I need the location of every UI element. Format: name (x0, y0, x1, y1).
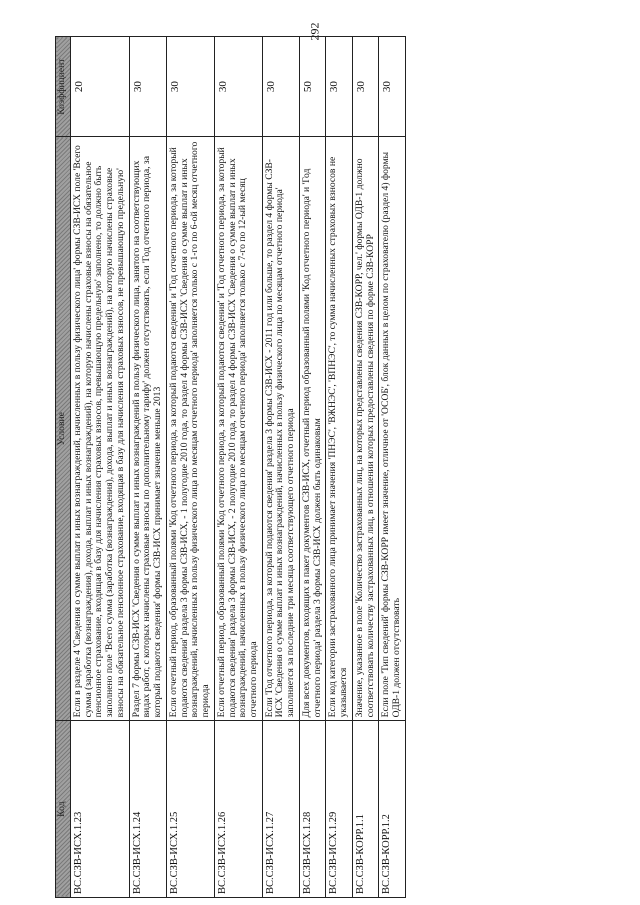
row-coefficient: 30 (326, 37, 352, 137)
row-code: ВС.СЗВ-ИСХ.1.27 (262, 721, 299, 898)
row-code: ВС.СЗВ-ИСХ.1.24 (129, 721, 166, 898)
row-condition: Раздел 7 формы СЗВ-ИСХ 'Сведения о сумме выплат и иных вознаграждений в пользу физического лица, занятого на соответствующих видах работ, с которых начислены страховые взносы по дополнительному тарифу' должен отсутствовать, если 'Год отчетного периода, за который подаются сведения' формы СЗВ-ИСХ принимает значение меньше 2013 (129, 137, 166, 721)
table-row (326, 37, 352, 898)
row-code: ВС.СЗВ-КОРР.1.2 (379, 721, 405, 898)
table-row (129, 37, 166, 898)
row-coefficient: 30 (262, 37, 299, 137)
row-condition: Если 'Год отчетного периода, за который подаются сведения' раздела 3 формы СЗВ-ИСХ - 2011 год или больше, то раздел 4 формы СЗВ-ИСХ 'Сведения о сумме выплат и иных вознаграждений, начисленных в пользу физического лица по месяцам отчетного периода' заполняется за последние три месяца соответствующего отчетного периода (262, 137, 299, 721)
row-condition: Если поле 'Тип сведений' формы СЗВ-КОРР имеет значение, отличное от 'ОСОБ', блок данных в целом по страхователю (раздел 4) формы ОДВ-1 должен отсутствовать (379, 137, 405, 721)
table-row (379, 37, 405, 898)
row-code: ВС.СЗВ-ИСХ.1.23 (71, 721, 130, 898)
table-row (166, 37, 214, 898)
row-condition: Если в разделе 4 'Сведения о сумме выплат и иных вознаграждений, начисленных в пользу физического лица' формы СЗВ-ИСХ поле 'Всего сумма (заработка (вознаграждения), дохода, выплат и иных вознаграждений), на которую начислены страховые взносы на обязательное пенсионное страхование, входящая в базу для начисления страховых взносов, превышающую предельную' заполнено, то должно быть заполнено поле 'Всего сумма (заработка (вознаграждения), дохода, выплат и иных вознаграждений), на которую начислены страховые взносы на обязательное пенсионное страхование, входящая в базу для начисления страховых взносов, не превышающую предельную' (71, 137, 130, 721)
row-condition: Значение, указанное в поле 'Количество застрахованных лиц, на которых представлены сведения СЗВ-КОРР, чел.' формы ОДВ-1 должно соответствовать количеству застрахованных лиц, в отношении которых предоставлены сведения по форме СЗВ-КОРР (352, 137, 378, 721)
table-row (299, 37, 325, 898)
table-row (214, 37, 262, 898)
table-header (56, 37, 71, 898)
row-coefficient: 30 (166, 37, 214, 137)
row-code: ВС.СЗВ-ИСХ.1.25 (166, 721, 214, 898)
table-row (71, 37, 130, 898)
row-coefficient: 50 (299, 37, 325, 137)
table-row (352, 37, 378, 898)
row-condition: Для всех документов, входящих в пакет документов СЗВ-ИСХ, отчетный период образованный полями 'Код отчетного периода' и 'Год отчетного периода' раздела 3 формы СЗВ-ИСХ должен быть одинаковым (299, 137, 325, 721)
row-coefficient: 30 (214, 37, 262, 137)
row-coefficient: 30 (379, 37, 405, 137)
row-condition: Если отчетный период, образованный полями 'Код отчетного периода, за который подаются сведения' и 'Год отчетного периода, за который подаются сведения' раздела 3 формы СЗВ-ИСХ, - 1 полугодие 2010 года, то раздел 4 формы СЗВ-ИСХ 'Сведения о сумме выплат и иных вознаграждений, начисленных в пользу физического лица по месяцам отчетного периода' заполняется только с 1-го по 6-ой месяц отчетного периода (166, 137, 214, 721)
row-condition: Если код категории застрахованного лица принимает значения 'ПНЭС', 'ВЖНЭС', 'ВПНЭС', то сумма начисленных страховых взносов не указывается (326, 137, 352, 721)
row-code: ВС.СЗВ-ИСХ.1.28 (299, 721, 325, 898)
row-coefficient: 20 (71, 37, 130, 137)
header-code: Код (56, 721, 71, 898)
row-code: ВС.СЗВ-ИСХ.1.26 (214, 721, 262, 898)
row-coefficient: 30 (129, 37, 166, 137)
row-code: ВС.СЗВ-КОРР.1.1 (352, 721, 378, 898)
header-coefficient: Коэффициент (56, 37, 71, 137)
table-row (262, 37, 299, 898)
row-coefficient: 30 (352, 37, 378, 137)
rotated-table (55, 36, 606, 898)
header-condition: Условие (56, 137, 71, 721)
row-condition: Если отчетный период, образованный полями 'Код отчетного периода, за который подаются сведения' и 'Год отчетного периода, за который подаются сведения' раздела 3 формы СЗВ-ИСХ, - 2 полугодие 2010 года, то раздел 4 формы СЗВ-ИСХ 'Сведения о сумме выплат и иных вознаграждений, начисленных в пользу физического лица по месяцам отчетного периода' заполняется только с 7-го по 12-ый месяц отчетного периода (214, 137, 262, 721)
row-code: ВС.СЗВ-ИСХ.1.29 (326, 721, 352, 898)
conditions-table (55, 36, 406, 898)
page-number: 292 (307, 22, 322, 41)
